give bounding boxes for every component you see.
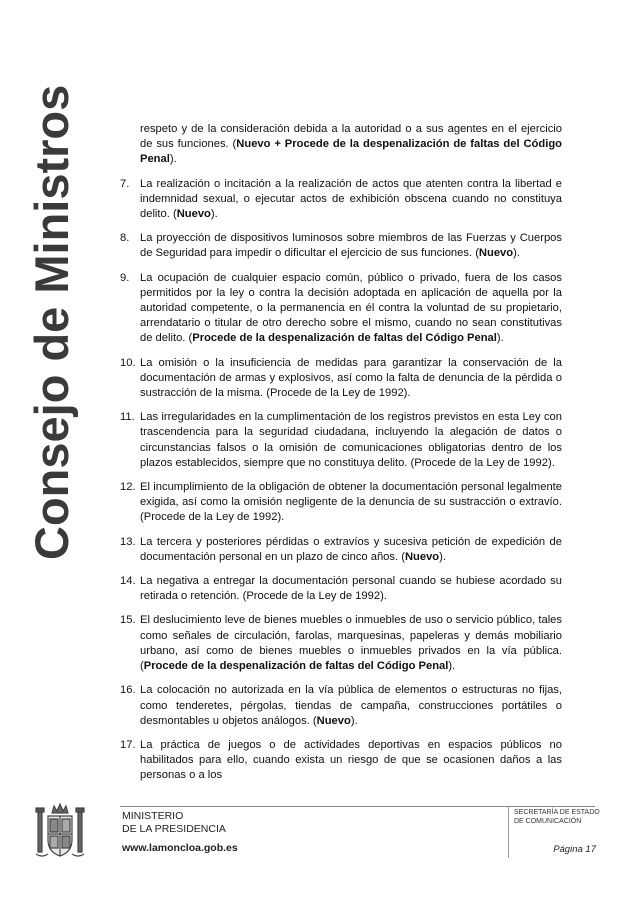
item-text: La tercera y posteriores pérdidas o extravíos y sucesiva petición de expedición de documentación personal en un plazo de cinco años. (Nuevo). <box>140 535 562 563</box>
item-text: La omisión o la insuficiencia de medidas para garantizar la conservación de la documentación de armas y explosivos, así como la falta de denuncia de la pérdida o sustracción de la misma. (Procede de la Ley de 1992). <box>140 356 562 400</box>
secretaria-line-1: SECRETARÍA DE ESTADO <box>514 809 600 816</box>
item-text: El deslucimiento leve de bienes muebles o inmuebles de uso o servicio público, tales como señales de circulación, farolas, marquesinas, papeleras y demás mobiliario urbano, así como de bienes muebles o inmuebles privados en la vía pública. (Procede de la despenalización de faltas del Código Penal). <box>140 614 562 673</box>
list-item-13 <box>120 535 562 565</box>
list-item-16 <box>120 683 562 729</box>
item-text: La negativa a entregar la documentación personal cuando se hubiese acordado su retirada o retención. (Procede de la Ley de 1992). <box>140 575 562 603</box>
item-number: 9. <box>120 271 130 284</box>
continuation-paragraph <box>120 122 562 168</box>
footer-divider <box>120 806 595 807</box>
list-item-9 <box>120 271 562 347</box>
item-text: El incumplimiento de la obligación de obtener la documentación personal legalmente exigida, así como la omisión negligente de la denuncia de su sustracción o extravío. (Procede de la Ley de 1992). <box>140 481 562 524</box>
item-number: 8. <box>120 232 130 245</box>
list-item-17 <box>120 738 562 784</box>
list-item-14 <box>120 574 562 604</box>
item-number: 10. <box>120 356 136 369</box>
item-number: 17. <box>120 738 136 751</box>
continuation-bold: Nuevo + Procede de la despenalización de faltas del Código Penal <box>140 138 563 166</box>
list-item-8 <box>120 231 562 261</box>
coat-of-arms-icon <box>34 800 86 862</box>
continuation-text: respeto y de la consideración debida a la autoridad o a sus agentes en el ejercicio de sus funciones. ( <box>140 123 562 151</box>
website-link[interactable]: www.lamoncloa.gob.es <box>122 842 238 854</box>
item-text: La colocación no autorizada en la vía pública de elementos o estructuras no fijas, como tenderetes, pérgolas, tiendas de campaña, construcciones portátiles o desmontables u objetos análogos. (Nuevo). <box>140 684 562 727</box>
footer-vertical-divider <box>508 806 509 858</box>
document-body <box>120 122 562 793</box>
list-item-10 <box>120 356 562 402</box>
page-number-value: 17 <box>585 844 596 855</box>
item-text: La realización o incitación a la realización de actos que atenten contra la libertad e indemnidad sexual, o ejecutar actos de exhibición obscena cuando no constituya delito. (Nuevo). <box>140 177 562 221</box>
item-text: La práctica de juegos o de actividades deportivas en espacios públicos no habilitados para ello, cuando exista un riesgo de que se ocasionen daños a las personas o a los <box>140 738 562 782</box>
item-text: La ocupación de cualquier espacio común, público o privado, fuera de los casos permitidos por la ley o contra la decisión adoptada en aplicación de aquella por la autoridad competente, o la permanencia en él contra la voluntad de su propietario, arrendatario o titular de otro derecho sobre el mismo, cuando no sean constitutivas de delito. (Procede de la despenalización de faltas del Código Penal). <box>140 271 562 345</box>
page-number <box>553 844 596 855</box>
ministry-line-1: MINISTERIO <box>122 810 184 822</box>
page-label: Página <box>553 844 583 855</box>
list-item-12 <box>120 480 562 526</box>
list-item-7 <box>120 177 562 223</box>
item-number: 13. <box>120 535 136 548</box>
item-text: Las irregularidades en la cumplimentación de los registros previstos en esta Ley con trascendencia para la seguridad ciudadana, incluyendo la alegación de datos o circunstancias falsos o la omisión de comunicaciones obligatorias dentro de los plazos establecidos, siempre que no constituya delito. (Procede de la Ley de 1992). <box>140 411 562 469</box>
secretaria-line-2: DE COMUNICACIÓN <box>514 818 582 825</box>
ministry-name <box>122 810 226 836</box>
item-text: La proyección de dispositivos luminosos sobre miembros de las Fuerzas y Cuerpos de Seguridad para impedir o dificultar el ejercicio de sus funciones. (Nuevo). <box>140 232 562 260</box>
secretaria-name <box>514 808 600 826</box>
item-number: 14. <box>120 575 136 588</box>
item-number: 16. <box>120 684 136 697</box>
list-item-11 <box>120 410 562 471</box>
item-number: 15. <box>120 614 136 627</box>
item-number: 11. <box>120 411 135 424</box>
continuation-tail: ). <box>169 153 177 166</box>
list-item-15 <box>120 613 562 674</box>
side-title: Consejo de Ministros <box>25 84 78 560</box>
item-number: 12. <box>120 481 136 494</box>
ministry-line-2: DE LA PRESIDENCIA <box>122 823 226 835</box>
item-number: 7. <box>120 177 130 190</box>
